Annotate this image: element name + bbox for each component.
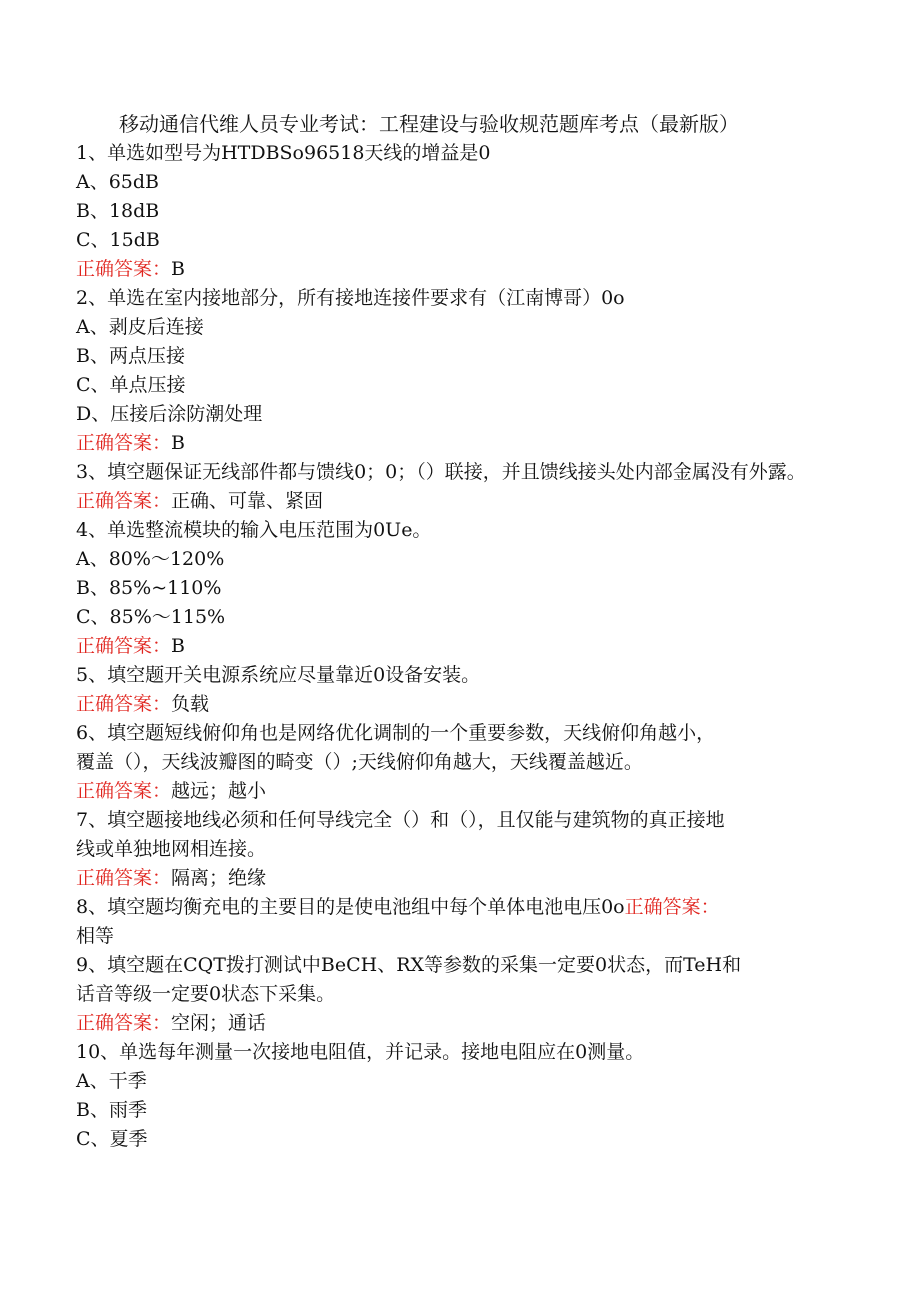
- answer-value: B: [171, 432, 185, 454]
- question-10-option-a: A、干季: [76, 1070, 147, 1092]
- question-2-option-b: B、两点压接: [76, 345, 185, 367]
- answer-label: 正确答案：: [76, 780, 172, 802]
- answer-value: 空闲；通话: [171, 1012, 267, 1034]
- question-6-answer: [76, 777, 838, 806]
- question-2-option-c: C、单点压接: [76, 374, 186, 396]
- question-9-stem-line-1: 9、填空题在CQT拨打测试中BeCH、RX等参数的采集一定要0状态，而TeH和: [76, 954, 742, 976]
- answer-label: 正确答案：: [624, 896, 720, 918]
- answer-label: 正确答案：: [76, 1012, 172, 1034]
- question-8-stem: [76, 893, 838, 922]
- question-7-stem-line-1: 7、填空题接地线必须和任何导线完全（）和（），且仅能与建筑物的真正接地: [76, 809, 725, 831]
- question-9-answer: [76, 1009, 838, 1038]
- answer-label: 正确答案：: [76, 432, 172, 454]
- answer-value: B: [171, 258, 185, 280]
- answer-label: 正确答案：: [76, 867, 172, 889]
- question-1-stem: 1、单选如型号为HTDBSo96518天线的增益是0: [76, 142, 491, 164]
- answer-value: B: [171, 635, 185, 657]
- question-10-option-c: C、夏季: [76, 1128, 148, 1150]
- question-3-answer: [76, 487, 838, 516]
- question-1-answer: [76, 255, 838, 284]
- answer-value: 正确、可靠、紧固: [171, 490, 324, 512]
- question-4-option-a: A、80%～120%: [76, 548, 225, 570]
- answer-label: 正确答案：: [76, 490, 172, 512]
- question-1-option-c: C、15dB: [76, 229, 160, 251]
- answer-label: 正确答案：: [76, 635, 172, 657]
- question-3-stem: 3、填空题保证无线部件都与馈线0；0；（）联接，并且馈线接头处内部金属没有外露。: [76, 461, 806, 483]
- question-2-stem: 2、单选在室内接地部分，所有接地连接件要求有（江南博哥）0o: [76, 287, 625, 309]
- question-8-stem-text: 8、填空题均衡充电的主要目的是使电池组中每个单体电池电压0o: [76, 896, 625, 918]
- answer-value: 隔离；绝缘: [171, 867, 267, 889]
- question-7-answer: [76, 864, 838, 893]
- question-5-answer: [76, 690, 838, 719]
- question-8-answer-value: 相等: [76, 925, 115, 947]
- answer-label: 正确答案：: [76, 693, 172, 715]
- question-7-stem-line-2: 线或单独地网相连接。: [76, 838, 267, 860]
- document-title: 移动通信代维人员专业考试：工程建设与验收规范题库考点（最新版）: [119, 112, 739, 136]
- question-1-option-a: A、65dB: [76, 171, 160, 193]
- question-list: [76, 139, 838, 1154]
- answer-value: 越远；越小: [171, 780, 267, 802]
- question-10-stem: 10、单选每年测量一次接地电阻值，并记录。接地电阻应在0测量。: [76, 1041, 645, 1063]
- answer-value: 负载: [171, 693, 210, 715]
- question-6-stem-line-1: 6、填空题短线俯仰角也是网络优化调制的一个重要参数，天线俯仰角越小，: [76, 722, 716, 744]
- question-9-stem-line-2: 话音等级一定要0状态下采集。: [76, 983, 336, 1005]
- question-4-option-c: C、85%～115%: [76, 606, 226, 628]
- question-4-stem: 4、单选整流模块的输入电压范围为0Ue。: [76, 519, 432, 541]
- question-2-answer: [76, 429, 838, 458]
- question-2-option-d: D、压接后涂防潮处理: [76, 403, 263, 425]
- question-5-stem: 5、填空题开关电源系统应尽量靠近0设备安装。: [76, 664, 481, 686]
- question-1-option-b: B、18dB: [76, 200, 160, 222]
- question-4-option-b: B、85%~110%: [76, 577, 222, 599]
- answer-label: 正确答案：: [76, 258, 172, 280]
- question-6-stem-line-2: 覆盖（），天线波瓣图的畸变（）;天线俯仰角越大，天线覆盖越近。: [76, 751, 643, 773]
- question-2-option-a: A、剥皮后连接: [76, 316, 204, 338]
- question-4-answer: [76, 632, 838, 661]
- question-10-option-b: B、雨季: [76, 1099, 147, 1121]
